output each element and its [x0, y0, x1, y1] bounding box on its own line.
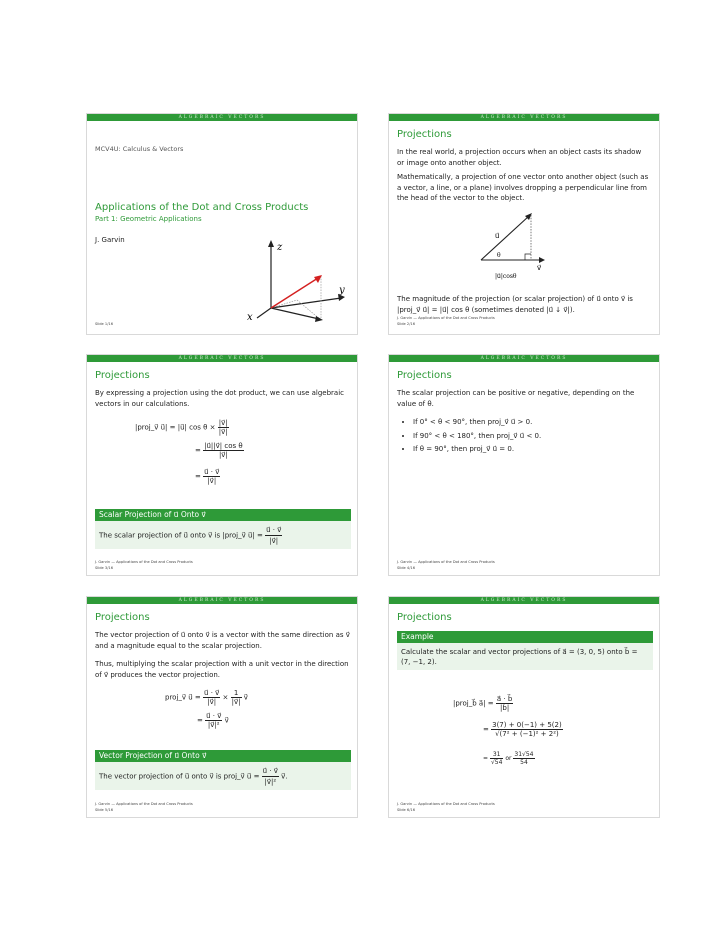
footer-author: J. Garvin — Applications of the Dot and Cross Products: [397, 560, 495, 564]
vector-v-arrowhead: [539, 257, 545, 263]
equals-sign: =: [483, 755, 489, 762]
denominator: |v⃗|: [207, 477, 217, 485]
slide-6: [388, 596, 660, 818]
denominator: |b⃗|: [500, 704, 510, 712]
z-axis-label: z: [277, 242, 283, 253]
fraction: [490, 751, 503, 766]
slide-header: ALGEBRAIC VECTORS: [389, 355, 659, 362]
equation-line-1: [165, 689, 248, 706]
block-text: The scalar projection of u⃗ onto v⃗ is |proj_v⃗ u⃗| =: [99, 531, 263, 540]
label-theta: θ: [497, 252, 501, 259]
bullet-item: • If θ = 90°, then proj_v⃗ u⃗ = 0.: [413, 444, 653, 455]
vector-u: [481, 216, 529, 260]
equation-lhs: |proj_v⃗ u⃗| = |u⃗| cos θ ×: [135, 423, 216, 432]
equation-line-2: [483, 721, 563, 738]
paragraph: Thus, multiplying the scalar projection with a unit vector in the direction of v⃗ produces the vector projection.: [95, 660, 349, 679]
block-body: [95, 521, 351, 549]
label-u: u⃗: [495, 232, 500, 240]
slide-3: [86, 354, 358, 576]
equation-line-1: [135, 419, 229, 436]
label-projection: |u⃗|cosθ: [495, 273, 517, 280]
definition-block: [95, 750, 351, 790]
slide-header: ALGEBRAIC VECTORS: [389, 114, 659, 121]
slide-header: ALGEBRAIC VECTORS: [87, 597, 357, 604]
slide-4: [388, 354, 660, 576]
red-vector: [271, 278, 318, 308]
z-arrowhead: [268, 240, 274, 247]
or-text: or: [505, 755, 512, 762]
vector-v: v⃗: [243, 693, 248, 702]
equation-line-3: [483, 751, 535, 766]
numerator: 31: [490, 751, 503, 759]
block-body: Calculate the scalar and vector projections of a⃗ = (3, 0, 5) onto b⃗ = (7, −1, 2).: [397, 643, 653, 670]
paragraph: Mathematically, a projection of one vector onto another object (such as a vector, a line, or a plane) involves dropping a perpendicular line from the head of the vector to the object.: [397, 173, 649, 202]
fraction: [203, 689, 220, 706]
right-angle-marker: [525, 254, 531, 260]
slide-number: Slide 6/16: [397, 808, 415, 812]
block-title: Example: [397, 631, 653, 643]
slide-title: Projections: [397, 129, 452, 140]
example-block: [397, 631, 653, 670]
numerator: u⃗ · v⃗: [262, 767, 278, 775]
paragraph: The scalar projection can be positive or negative, depending on the value of θ.: [397, 389, 635, 408]
slide-number: Slide 1/16: [95, 322, 113, 326]
fraction: [218, 419, 229, 436]
fraction: [203, 468, 220, 485]
numerator: 3(7) + 0(−1) + 5(2): [492, 721, 562, 729]
denominator: |v⃗|²: [264, 778, 277, 786]
block-body: [95, 762, 351, 790]
denominator: |v⃗|: [218, 451, 228, 459]
denominator: √(7² + (−1)² + 2²): [495, 730, 559, 738]
numerator: 1: [231, 689, 242, 698]
slide-5: [86, 596, 358, 818]
equation-line-1: [453, 695, 513, 712]
numerator: a⃗ · b⃗: [496, 695, 513, 703]
equation-line-2: [197, 712, 229, 729]
denominator: |v⃗|: [218, 428, 228, 436]
numerator: |u⃗||v⃗| cos θ: [204, 442, 243, 450]
author: J. Garvin: [95, 236, 125, 244]
equation-lhs: |proj_b⃗ a⃗| =: [453, 699, 494, 708]
slide-2: [388, 113, 660, 335]
fraction: [262, 766, 279, 787]
course-label: MCV4U: Calculus & Vectors: [95, 145, 184, 153]
slide-number: Slide 4/16: [397, 566, 415, 570]
presentation-title: Applications of the Dot and Cross Products: [95, 202, 309, 213]
projection-arrowhead: [315, 316, 323, 322]
projection-vector: [271, 308, 319, 319]
slide-header: ALGEBRAIC VECTORS: [389, 597, 659, 604]
paragraph: The vector projection of u⃗ onto v⃗ is a vector with the same direction as v⃗ and a magnitude equal to the scalar projection.: [95, 631, 350, 650]
paragraph: In the real world, a projection occurs when an object casts its shadow or image onto another object.: [397, 148, 642, 167]
guide-line: [271, 300, 297, 308]
denominator: |v⃗|²: [207, 721, 220, 729]
bullet-item: • If 90° < θ < 180°, then proj_v⃗ u⃗ < 0.: [413, 431, 653, 442]
footer-author: J. Garvin — Applications of the Dot and Cross Products: [397, 802, 495, 806]
equals-sign: =: [195, 472, 201, 481]
numerator: u⃗ · v⃗: [204, 468, 220, 476]
equals-sign: =: [483, 725, 489, 734]
denominator: 54: [520, 759, 528, 766]
numerator: u⃗ · v⃗: [204, 689, 220, 697]
equation-line-3: [195, 468, 220, 485]
slide-number: Slide 2/16: [397, 322, 415, 326]
equation-lhs: proj_v⃗ u⃗ =: [165, 693, 201, 702]
fraction: [496, 695, 513, 712]
fraction: [231, 689, 242, 706]
fraction: [513, 751, 534, 766]
fraction: [265, 525, 282, 546]
denominator: |v⃗|: [269, 537, 279, 545]
fraction: [203, 442, 244, 459]
y-axis-label: y: [339, 285, 345, 296]
block-text: The vector projection of u⃗ onto v⃗ is proj_v⃗ u⃗ =: [99, 772, 260, 781]
x-axis-label: x: [247, 312, 253, 323]
block-title: Scalar Projection of u⃗ Onto v⃗: [95, 509, 351, 521]
slide-title: Projections: [397, 612, 452, 623]
vector-v: v⃗.: [281, 772, 288, 781]
x-axis: [257, 308, 271, 318]
label-v: v⃗: [537, 264, 542, 272]
bullet-item: • If 0° < θ < 90°, then proj_v⃗ u⃗ > 0.: [413, 417, 653, 428]
slide-1: [86, 113, 358, 335]
footer-author: J. Garvin — Applications of the Dot and Cross Products: [397, 316, 495, 320]
slide-number: Slide 5/16: [95, 808, 113, 812]
equation-line-2: [195, 442, 244, 459]
numerator: |v⃗|: [218, 419, 228, 427]
numerator: 31√54: [514, 751, 534, 758]
fraction: [205, 712, 222, 729]
equals-sign: =: [197, 716, 203, 725]
presentation-subtitle: Part 1: Geometric Applications: [95, 215, 202, 223]
slide-header: ALGEBRAIC VECTORS: [87, 114, 357, 121]
footer-author: J. Garvin — Applications of the Dot and Cross Products: [95, 802, 193, 806]
numerator: u⃗ · v⃗: [266, 526, 282, 534]
paragraph: The magnitude of the projection (or scalar projection) of u⃗ onto v⃗ is |proj_v⃗ u⃗| = |u⃗| cos θ (sometimes denoted |u⃗ ↓ v⃗|).: [397, 295, 633, 314]
numerator: u⃗ · v⃗: [206, 712, 222, 720]
slide-title: Projections: [95, 612, 150, 623]
equals-sign: =: [195, 446, 201, 455]
definition-block: [95, 509, 351, 549]
3d-axes-figure: [235, 238, 355, 330]
bullet-list: [403, 417, 653, 458]
y-axis: [271, 298, 341, 308]
slide-title: Projections: [95, 370, 150, 381]
denominator: √54: [490, 759, 503, 766]
denominator: |v⃗|: [207, 698, 217, 706]
times-sign: ×: [222, 693, 229, 702]
paragraph: By expressing a projection using the dot product, we can use algebraic vectors in our calculations.: [95, 389, 344, 408]
slide-title: Projections: [397, 370, 452, 381]
block-title: Vector Projection of u⃗ Onto v⃗: [95, 750, 351, 762]
projection-diagram: [475, 210, 585, 288]
footer-author: J. Garvin — Applications of the Dot and Cross Products: [95, 560, 193, 564]
fraction: [491, 721, 563, 738]
slide-number: Slide 3/16: [95, 566, 113, 570]
vector-v: v⃗: [224, 716, 229, 725]
denominator: |v⃗|: [231, 698, 241, 706]
slide-header: ALGEBRAIC VECTORS: [87, 355, 357, 362]
